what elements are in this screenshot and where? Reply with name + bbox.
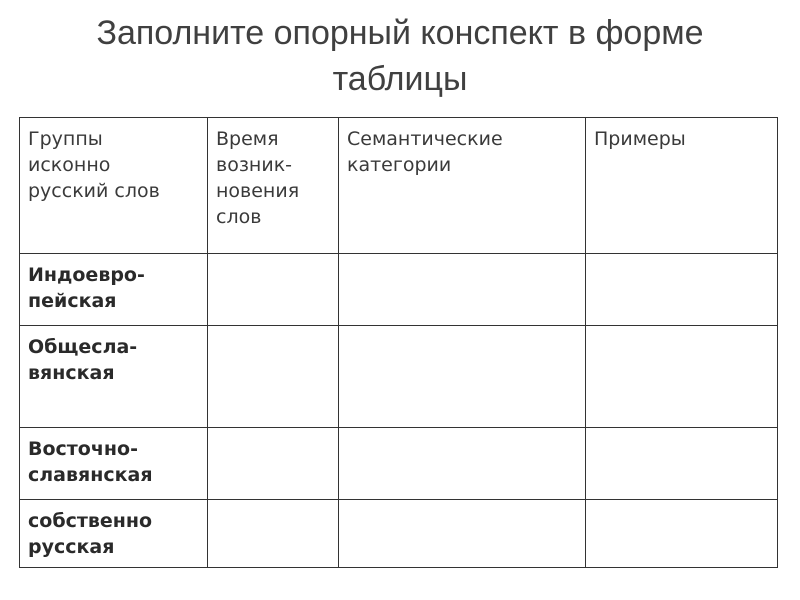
header-text: новения (216, 180, 300, 202)
table-header-row (20, 118, 778, 254)
header-text: Группы (28, 128, 103, 150)
table-row (20, 500, 778, 568)
row-label-text: вянская (28, 362, 115, 384)
header-cell-semantics (339, 118, 586, 254)
row-label-text: Индоевро- (28, 264, 145, 286)
empty-cell[interactable] (208, 326, 339, 428)
empty-cell[interactable] (339, 428, 586, 500)
header-cell-examples (586, 118, 778, 254)
empty-cell[interactable] (339, 254, 586, 326)
empty-cell[interactable] (586, 428, 778, 500)
empty-cell[interactable] (208, 500, 339, 568)
row-label-text: Восточно- (28, 438, 138, 460)
header-text: категории (347, 154, 452, 176)
header-text: Семантические (347, 128, 503, 150)
header-text: Примеры (594, 128, 686, 150)
row-label-cell (20, 326, 208, 428)
header-cell-groups (20, 118, 208, 254)
header-text: русский слов (28, 180, 160, 202)
row-label-text: пейская (28, 290, 117, 312)
row-label-text: славянская (28, 464, 153, 486)
summary-table (19, 117, 778, 568)
row-label-cell (20, 254, 208, 326)
header-text: Время (216, 128, 279, 150)
empty-cell[interactable] (586, 254, 778, 326)
row-label-cell (20, 500, 208, 568)
empty-cell[interactable] (208, 254, 339, 326)
table-row (20, 428, 778, 500)
table-row (20, 326, 778, 428)
empty-cell[interactable] (586, 500, 778, 568)
empty-cell[interactable] (586, 326, 778, 428)
page-title-line-1: Заполните опорный конспект в форме (96, 14, 704, 52)
empty-cell[interactable] (208, 428, 339, 500)
header-text: слов (216, 206, 262, 228)
page-title-line-2: таблицы (332, 60, 468, 98)
table-row (20, 254, 778, 326)
row-label-text: собственно (28, 510, 153, 532)
row-label-text: Общесла- (28, 336, 138, 358)
page-title (0, 10, 800, 102)
empty-cell[interactable] (339, 326, 586, 428)
header-text: исконно (28, 154, 111, 176)
row-label-text: русская (28, 536, 115, 558)
empty-cell[interactable] (339, 500, 586, 568)
row-label-cell (20, 428, 208, 500)
header-text: возник- (216, 154, 293, 176)
header-cell-time (208, 118, 339, 254)
